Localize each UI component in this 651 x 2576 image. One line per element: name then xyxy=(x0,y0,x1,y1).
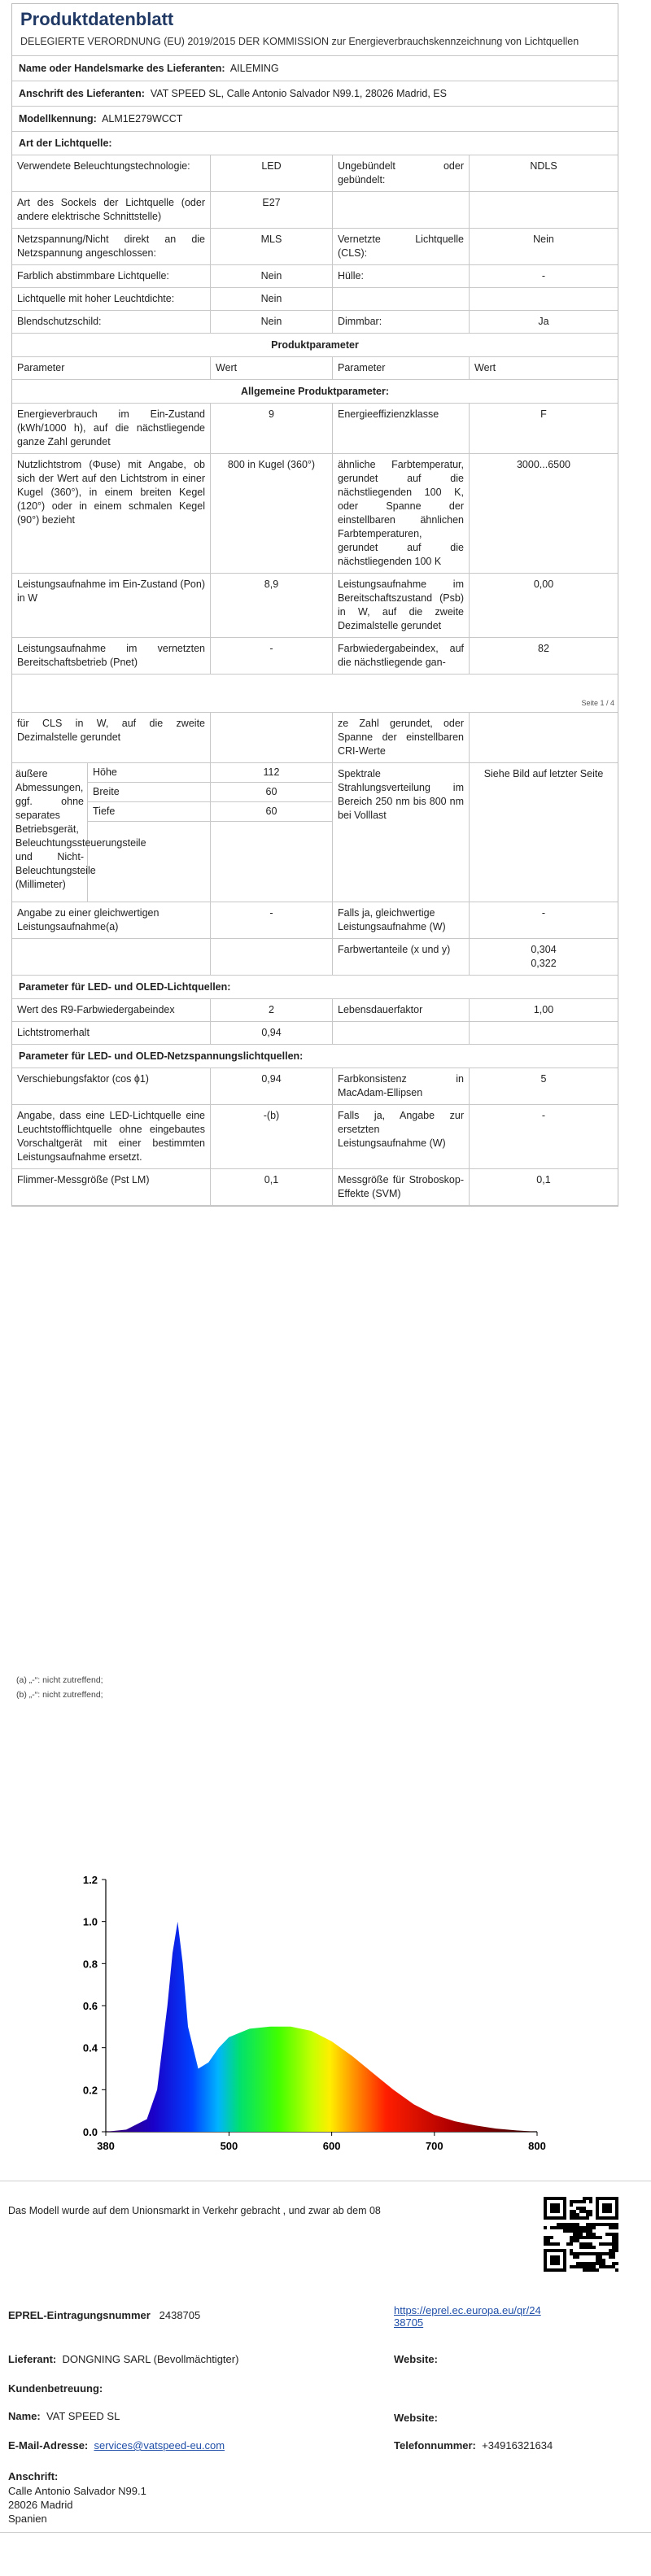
equivalent-value: - xyxy=(211,902,333,938)
email-label: E-Mail-Adresse: xyxy=(8,2439,89,2452)
chromaticity-empty-2 xyxy=(211,939,333,975)
general-row xyxy=(12,638,618,675)
type-value-2 xyxy=(470,288,618,310)
address-line-2: 28026 Madrid xyxy=(8,2499,73,2511)
type-param-2 xyxy=(333,288,470,310)
params-header-1: Parameter xyxy=(12,357,211,379)
y-tick-label: 0.2 xyxy=(82,2084,98,2097)
name-value: VAT SPEED SL xyxy=(46,2410,120,2422)
eprel-line xyxy=(8,2309,200,2321)
type-param-2: Ungebündelt oder gebündelt: xyxy=(333,155,470,191)
type-row xyxy=(12,192,618,229)
lieferant-value: DONGNING SARL (Bevollmächtigter) xyxy=(62,2353,239,2365)
general-value: 8,9 xyxy=(211,574,333,637)
general-row xyxy=(12,454,618,574)
eprel-link[interactable]: https://eprel.ec.europa.eu/qr/24 38705 xyxy=(394,2304,541,2329)
params-section: Produktparameter xyxy=(12,334,618,357)
regulation-subtitle: DELEGIERTE VERORDNUNG (EU) 2019/2015 DER KOMMISSION zur Energieverbrauchskennzeichnung von Lichtquellen xyxy=(20,36,579,47)
tel-value: +34916321634 xyxy=(482,2439,553,2452)
mains-param-2: Falls ja, Angabe zur ersetzten Leistungsaufnahme (W) xyxy=(333,1105,470,1168)
website-label-2: Website: xyxy=(394,2412,438,2424)
type-value: Nein xyxy=(211,311,333,333)
type-row xyxy=(12,265,618,288)
general-row xyxy=(12,404,618,454)
led-section: Parameter für LED- und OLED-Lichtquellen: xyxy=(12,976,618,999)
general-param-2: ähnliche Farbtemperatur, gerundet auf die nächstliegenden 100 K, oder Spanne der einstellbaren ähnlichen Farbtemperaturen, gerundet auf die nächstliegenden 100 K xyxy=(333,454,470,573)
mains-value: -(b) xyxy=(211,1105,333,1168)
params-header-4: Wert xyxy=(474,362,496,373)
supplier-address-label: Anschrift des Lieferanten: xyxy=(19,88,145,99)
address-line-1: Calle Antonio Salvador N99.1 xyxy=(8,2485,146,2497)
dimension-label: Breite xyxy=(88,783,210,802)
mains-param-2: Farbkonsistenz in MacAdam-Ellipsen xyxy=(333,1068,470,1104)
general-param-2: Energieeffizienzklasse xyxy=(333,404,470,453)
footnote-b: (b) „-“: nicht zutreffend; xyxy=(16,1690,103,1700)
spectral-chart xyxy=(49,1863,553,2164)
type-param-2 xyxy=(333,192,470,228)
mains-rows xyxy=(12,1068,618,1206)
params-header-3: Parameter xyxy=(333,357,470,379)
y-tick-label: 0.4 xyxy=(82,2041,98,2054)
mains-param-2: Messgröße für Stroboskop-Effekte (SVM) xyxy=(333,1169,470,1205)
general-param-2: Leistungsaufnahme im Bereitschaftszustand (Psb) in W, auf die zweite Dezimalstelle gerundet xyxy=(333,574,470,637)
dimension-value: 60 xyxy=(211,783,332,802)
y-tick-label: 0.6 xyxy=(82,2000,98,2012)
mains-value: 0,1 xyxy=(211,1169,333,1205)
title-block xyxy=(12,4,618,56)
chromaticity-value: 0,304 0,322 xyxy=(531,944,557,969)
spectral-chart-svg xyxy=(49,1863,553,2164)
info-separator-bottom xyxy=(0,2532,651,2533)
supplier-name-value: AILEMING xyxy=(229,63,279,74)
type-param: Blendschutzschild: xyxy=(12,311,211,333)
footnote-a: (a) „-“: nicht zutreffend; xyxy=(16,1675,103,1685)
params-header-2: Wert xyxy=(211,357,333,379)
general-rows xyxy=(12,404,618,675)
spectral-param: Spektrale Strahlungsverteilung im Bereich 250 nm bis 800 nm bei Volllast xyxy=(333,763,470,902)
qr-code-svg xyxy=(544,2197,618,2272)
y-tick-label: 1.2 xyxy=(82,1874,98,1886)
general-value: 800 in Kugel (360°) xyxy=(211,454,333,573)
mains-param: Angabe, dass eine LED-Lichtquelle eine Leuchtstofflichtquelle ohne eingebautes Vorschaltgerät mit einer bestimmten Leistungsaufnahme ersetzt. xyxy=(12,1105,211,1168)
type-rows xyxy=(12,155,618,334)
general-value-2: 82 xyxy=(538,643,549,654)
type-row xyxy=(12,311,618,334)
general-section: Allgemeine Produktparameter: xyxy=(12,380,618,404)
x-tick-label: 500 xyxy=(220,2140,238,2152)
type-value-2: Ja xyxy=(538,316,549,327)
general-param: Leistungsaufnahme im vernetzten Bereitschaftsbetrieb (Pnet) xyxy=(12,638,211,674)
led-rows xyxy=(12,999,618,1045)
continued-value-2 xyxy=(470,713,618,762)
led-value-2: 1,00 xyxy=(533,1004,554,1015)
mains-row xyxy=(12,1105,618,1169)
general-value: 9 xyxy=(211,404,333,453)
type-param-2: Vernetzte Lichtquelle (CLS): xyxy=(333,229,470,264)
type-value-2: - xyxy=(541,270,546,282)
address-line-3: Spanien xyxy=(8,2513,47,2525)
continued-param-1: für CLS in W, auf die zweite Dezimalstelle gerundet xyxy=(12,713,211,762)
general-param-2: Farbwiedergabeindex, auf die nächstliegende gan- xyxy=(333,638,470,674)
type-value-2: NDLS xyxy=(530,160,557,172)
chromaticity-empty-1 xyxy=(12,939,211,975)
led-param: Wert des R9-Farbwiedergabeindex xyxy=(12,999,211,1021)
dimensions-row xyxy=(12,763,618,902)
type-param: Lichtquelle mit hoher Leuchtdichte: xyxy=(12,288,211,310)
equivalent-value-2: - xyxy=(541,907,546,919)
model-value: ALM1E279WCCT xyxy=(102,113,183,124)
page-title: Produktdatenblatt xyxy=(20,9,174,29)
page-number: Seite 1 / 4 xyxy=(581,699,614,707)
led-param-2 xyxy=(333,1022,470,1044)
model-label: Modellkennung: xyxy=(19,113,97,124)
led-value-2 xyxy=(470,1022,618,1044)
mains-param: Verschiebungsfaktor (cos ϕ1) xyxy=(12,1068,211,1104)
led-value: 0,94 xyxy=(211,1022,333,1044)
type-row xyxy=(12,288,618,311)
type-value: Nein xyxy=(211,288,333,310)
type-param: Netzspannung/Nicht direkt an die Netzspannung angeschlossen: xyxy=(12,229,211,264)
lieferant-line xyxy=(8,2353,238,2365)
y-tick-label: 0.8 xyxy=(82,1958,98,1971)
equivalent-param: Angabe zu einer gleichwertigen Leistungsaufnahme(a) xyxy=(12,902,211,938)
spectral-value: Siehe Bild auf letzter Seite xyxy=(483,768,604,779)
x-tick-label: 380 xyxy=(97,2140,115,2152)
tel-line xyxy=(394,2439,553,2452)
continued-value-1 xyxy=(211,713,333,762)
equivalent-param-2: Falls ja, gleichwertige Leistungsaufnahme (W) xyxy=(333,902,470,938)
type-section: Art der Lichtquelle: xyxy=(12,132,618,155)
mains-section: Parameter für LED- und OLED-Netzspannungslichtquellen: xyxy=(12,1045,618,1068)
general-row xyxy=(12,574,618,638)
supplier-name-row xyxy=(12,56,618,81)
led-param: Lichtstromerhalt xyxy=(12,1022,211,1044)
general-value: - xyxy=(211,638,333,674)
supplier-address-value: VAT SPEED SL, Calle Antonio Salvador N99.1, 28026 Madrid, ES xyxy=(150,88,447,99)
type-value: Nein xyxy=(211,265,333,287)
type-value: E27 xyxy=(211,192,333,228)
market-text: Das Modell wurde auf dem Unionsmarkt in Verkehr gebracht , und zwar ab dem 08 xyxy=(8,2205,381,2216)
dimension-label: Höhe xyxy=(88,763,210,783)
name-line xyxy=(8,2410,120,2422)
type-param: Art des Sockels der Lichtquelle (oder andere elektrische Schnittstelle) xyxy=(12,192,211,228)
led-param-2: Lebensdauerfaktor xyxy=(333,999,470,1021)
general-value-2: 0,00 xyxy=(533,579,554,590)
x-tick-label: 600 xyxy=(322,2140,341,2152)
x-tick-label: 800 xyxy=(528,2140,546,2152)
supplier-name-label: Name oder Handelsmarke des Lieferanten: xyxy=(19,63,225,74)
tel-label: Telefonnummer: xyxy=(394,2439,476,2452)
page-break xyxy=(12,675,618,713)
led-value: 2 xyxy=(211,999,333,1021)
continued-param-2: ze Zahl gerundet, oder Spanne der einstellbaren CRI-Werte xyxy=(333,713,470,762)
continued-row xyxy=(12,713,618,763)
dimension-values xyxy=(211,763,333,902)
general-value-2: F xyxy=(540,408,547,420)
spectrum-area xyxy=(106,1922,537,2132)
qr-code-icon[interactable] xyxy=(544,2197,618,2272)
dimension-value: 60 xyxy=(211,802,332,822)
website-label-1: Website: xyxy=(394,2353,438,2365)
mains-param: Flimmer-Messgröße (Pst LM) xyxy=(12,1169,211,1205)
kunden-label: Kundenbetreuung: xyxy=(8,2382,103,2395)
mains-value-2: - xyxy=(541,1110,546,1121)
led-row xyxy=(12,999,618,1022)
y-tick-label: 0.0 xyxy=(82,2126,98,2138)
general-value-2: 3000...6500 xyxy=(516,459,571,470)
params-header xyxy=(12,357,618,380)
dimensions-label: äußere Abmessungen, ggf. ohne separates Betriebsgerät, Beleuchtungssteuerungsteile und Nicht-Beleuchtungsteile (Millimeter) xyxy=(12,763,88,902)
equivalent-row xyxy=(12,902,618,939)
model-row xyxy=(12,107,618,132)
supplier-address-row xyxy=(12,81,618,107)
dimension-label: Tiefe xyxy=(88,802,210,822)
dimension-items xyxy=(88,763,210,902)
type-param: Farblich abstimmbare Lichtquelle: xyxy=(12,265,211,287)
type-param-2: Hülle: xyxy=(333,265,470,287)
mains-row xyxy=(12,1068,618,1105)
name-label: Name: xyxy=(8,2410,41,2422)
type-param-2: Dimmbar: xyxy=(333,311,470,333)
type-value-2 xyxy=(470,192,618,228)
x-tick-label: 700 xyxy=(425,2140,443,2152)
email-line xyxy=(8,2439,225,2452)
mains-value-2: 5 xyxy=(540,1073,547,1085)
mains-row xyxy=(12,1169,618,1206)
lieferant-label: Lieferant: xyxy=(8,2353,57,2365)
led-row xyxy=(12,1022,618,1045)
type-value-2: Nein xyxy=(533,234,554,245)
general-param: Nutzlichtstrom (Φuse) mit Angabe, ob sich der Wert auf den Lichtstrom in einer Kugel (360°), in einem breiten Kegel (120°) oder in einem schmalen Kegel (90°) bezieht xyxy=(12,454,211,573)
chromaticity-row xyxy=(12,939,618,976)
chromaticity-param: Farbwertanteile (x und y) xyxy=(333,939,470,975)
eprel-label: EPREL-Eintragungsnummer xyxy=(8,2309,151,2321)
type-value: MLS xyxy=(211,229,333,264)
product-info-section xyxy=(0,2181,651,2576)
anschrift-label: Anschrift: xyxy=(8,2470,59,2482)
general-param: Energieverbrauch im Ein-Zustand (kWh/1000 h), auf die nächstliegende ganze Zahl gerundet xyxy=(12,404,211,453)
email-link[interactable]: services@vatspeed-eu.com xyxy=(94,2439,225,2452)
general-param: Leistungsaufnahme im Ein-Zustand (Pon) in W xyxy=(12,574,211,637)
mains-value: 0,94 xyxy=(211,1068,333,1104)
y-tick-label: 1.0 xyxy=(82,1915,98,1928)
mains-value-2: 0,1 xyxy=(536,1174,551,1185)
footnotes xyxy=(16,1673,103,1702)
type-row xyxy=(12,229,618,265)
type-param: Verwendete Beleuchtungstechnologie: xyxy=(12,155,211,191)
eprel-value: 2438705 xyxy=(159,2309,201,2321)
datasheet xyxy=(11,3,618,1207)
type-value: LED xyxy=(211,155,333,191)
type-row xyxy=(12,155,618,192)
dimension-value: 112 xyxy=(211,763,332,783)
dimensions-cell xyxy=(12,763,211,902)
